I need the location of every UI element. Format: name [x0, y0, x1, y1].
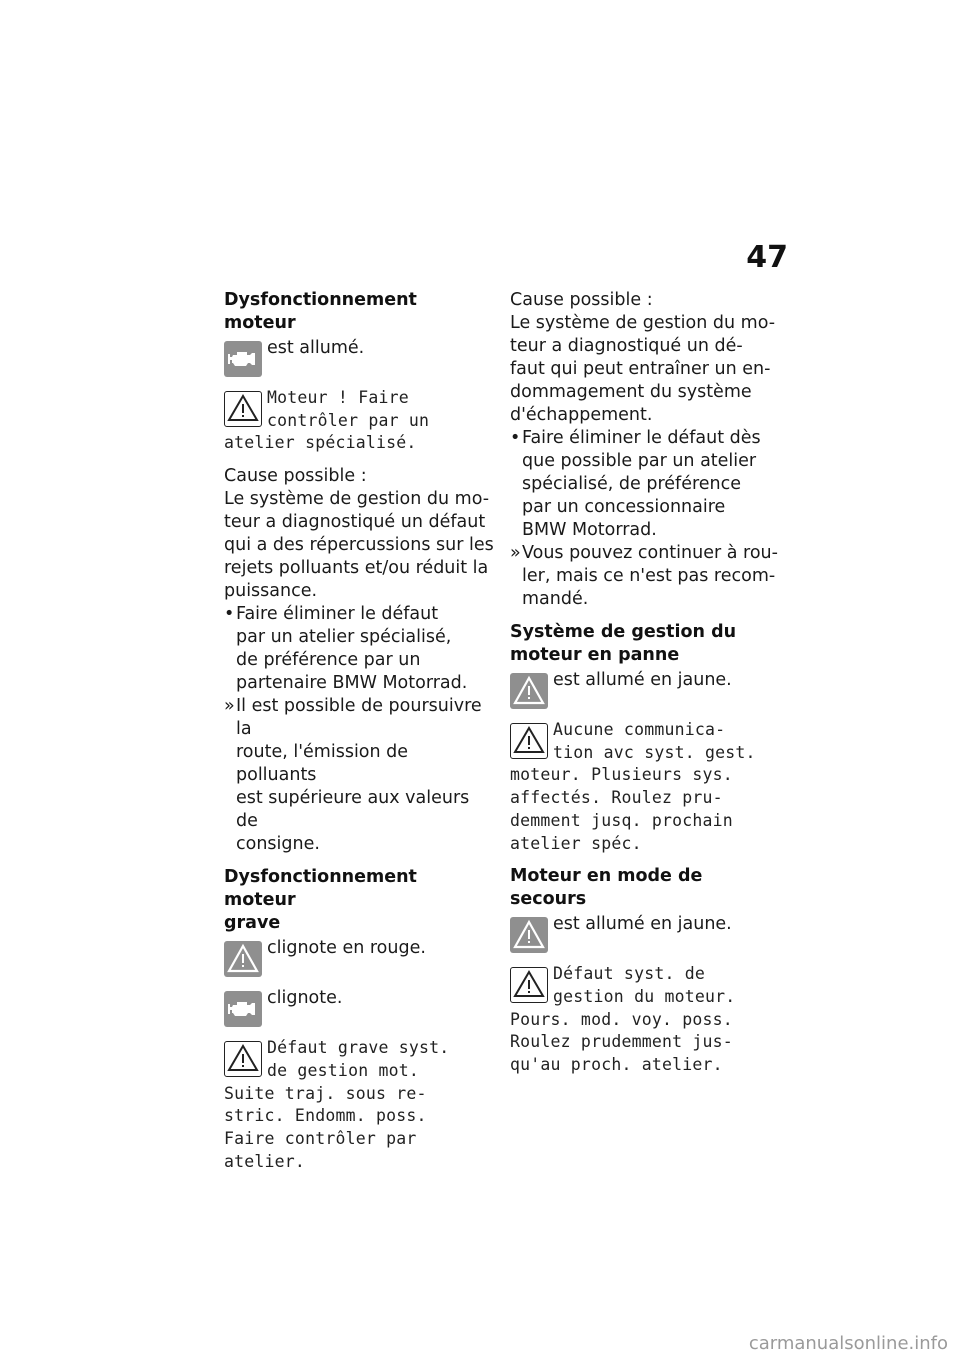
cause-line: dommagement du système — [510, 382, 752, 402]
warning-triangle-outline-icon — [224, 391, 262, 427]
warning-triangle-outline-icon — [510, 967, 548, 1003]
bullet-line: par un atelier spécialisé, — [236, 627, 452, 648]
cause-line: puissance. — [224, 581, 318, 602]
section-heading-limp-home-mode: Moteur en mode de secours — [510, 866, 703, 910]
warning-triangle-icon — [510, 917, 548, 953]
display-message — [224, 1037, 494, 1082]
section-heading-severe-malfunction: Dysfonctionnement moteur — [224, 867, 417, 911]
bullet-line: BMW Motorrad. — [522, 520, 657, 540]
section-heading-engine-management-failure: Système de gestion du — [510, 622, 737, 642]
engine-light-row — [224, 987, 494, 1029]
display-message — [510, 719, 780, 764]
result-mark: » — [510, 543, 521, 563]
display-line: moteur. Plusieurs sys. — [510, 765, 733, 785]
result-item — [224, 695, 494, 856]
cause-label: Cause possible : — [510, 290, 653, 310]
result-line: Il est possible de poursuivre la — [236, 696, 482, 740]
result-line: est supérieure aux valeurs de — [236, 788, 470, 832]
display-line: Défaut syst. de — [553, 964, 706, 984]
result-line: ler, mais ce n'est pas recom- — [522, 566, 776, 586]
left-column — [224, 289, 494, 1173]
display-line: Défaut grave syst. — [267, 1038, 450, 1058]
display-line: demment jusq. prochain — [510, 810, 733, 830]
engine-light-row — [224, 337, 494, 379]
result-mark: » — [224, 696, 235, 717]
bullet-line: par un concessionnaire — [522, 497, 726, 517]
warning-triangle-icon — [510, 673, 548, 709]
icon-status-text: est allumé. — [267, 338, 365, 358]
bullet-line: partenaire BMW Motorrad. — [236, 673, 468, 694]
cause-line: Le système de gestion du mo- — [510, 313, 776, 333]
bullet-mark: • — [510, 428, 521, 448]
action-bullet — [510, 427, 780, 542]
bullet-line: de préférence par un — [236, 650, 421, 671]
page-number: 47 — [746, 240, 788, 275]
bullet-mark: • — [224, 604, 235, 625]
display-line: Suite traj. sous re- — [224, 1083, 427, 1103]
action-bullet — [224, 603, 494, 695]
icon-status-text: est allumé en jaune. — [553, 914, 732, 935]
display-line: Aucune communica- — [553, 720, 726, 739]
display-line: stric. Endomm. poss. — [224, 1106, 427, 1126]
cause-line: faut qui peut entraîner un en- — [510, 359, 771, 379]
right-column — [510, 289, 780, 1077]
watermark: carmanualsonline.info — [748, 1333, 948, 1354]
icon-status-text: clignote en rouge. — [267, 938, 426, 959]
result-line: Vous pouvez continuer à rou- — [522, 543, 778, 563]
cause-line: Le système de gestion du mo- — [224, 489, 490, 510]
display-line: de gestion mot. — [267, 1060, 420, 1080]
result-item — [510, 542, 780, 611]
warning-light-row — [224, 937, 494, 979]
display-line: contrôler par un — [267, 410, 430, 430]
display-line: Roulez prudemment jus- — [510, 1032, 733, 1052]
warning-triangle-icon — [224, 941, 262, 977]
cause-label: Cause possible : — [224, 466, 367, 487]
warning-light-row — [510, 913, 780, 955]
cause-line: rejets polluants et/ou réduit la — [224, 558, 489, 579]
warning-light-row — [510, 669, 780, 711]
bullet-line: que possible par un atelier — [522, 451, 757, 471]
display-line: atelier spécialisé. — [224, 433, 417, 453]
display-line: Faire contrôler par — [224, 1128, 417, 1148]
result-line: mandé. — [522, 589, 589, 609]
display-line: atelier. — [224, 1151, 306, 1171]
engine-warning-icon — [224, 991, 262, 1027]
cause-line: teur a diagnostiqué un dé- — [510, 336, 743, 356]
bullet-line: Faire éliminer le défaut — [236, 604, 439, 625]
section-heading-engine-malfunction: Dysfonctionnement moteur — [224, 290, 417, 333]
warning-triangle-outline-icon — [510, 723, 548, 759]
display-line: gestion du moteur. — [553, 986, 736, 1006]
display-line: tion avc syst. gest. — [553, 742, 756, 762]
section-heading-engine-management-failure: moteur en panne — [510, 645, 680, 665]
bullet-line: spécialisé, de préférence — [522, 474, 742, 494]
display-message — [224, 387, 494, 432]
engine-warning-icon — [224, 341, 262, 377]
warning-triangle-outline-icon — [224, 1041, 262, 1077]
cause-line: teur a diagnostiqué un défaut — [224, 512, 486, 533]
display-line: affectés. Roulez pru- — [510, 788, 723, 808]
display-line: atelier spéc. — [510, 833, 642, 853]
display-message — [510, 963, 780, 1008]
display-line: Moteur ! Faire — [267, 388, 409, 407]
icon-status-text: clignote. — [267, 988, 343, 1009]
icon-status-text: est allumé en jaune. — [553, 670, 732, 690]
display-line: Pours. mod. voy. poss. — [510, 1009, 733, 1029]
bullet-line: Faire éliminer le défaut dès — [522, 428, 761, 448]
section-heading-severe-malfunction: grave — [224, 913, 281, 934]
result-line: route, l'émission de polluants — [236, 742, 409, 786]
display-line: qu'au proch. atelier. — [510, 1055, 723, 1075]
result-line: consigne. — [236, 834, 320, 855]
cause-line: d'échappement. — [510, 405, 653, 425]
cause-line: qui a des répercussions sur les — [224, 535, 494, 556]
